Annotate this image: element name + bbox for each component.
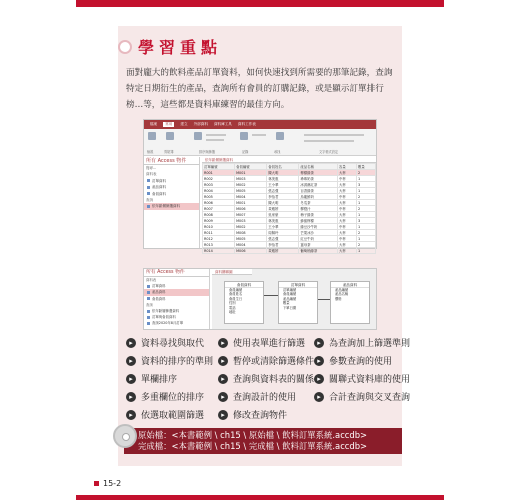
- nav-item-label: 訂單資料: [152, 284, 166, 289]
- table-cell: R014: [203, 248, 235, 254]
- table-cell: 冰淇淋紅茶: [299, 182, 338, 188]
- relationship-canvas: [212, 269, 376, 329]
- table-cell: 珍珠奶茶: [299, 176, 338, 182]
- source-file-path: 原始檔：<本書範例 \ ch15 \ 原始檔 \ 飲料訂單系統.accdb>: [138, 430, 368, 440]
- table-cell: 中杯: [338, 236, 357, 242]
- table-cell: M003: [235, 176, 267, 182]
- table-cell: M006: [235, 248, 267, 254]
- table-box-title: 產品資料: [331, 282, 369, 288]
- ribbon-group-label: 排序與篩選: [199, 150, 215, 154]
- table-cell: 1: [356, 224, 375, 230]
- table-field: 地址: [229, 309, 236, 314]
- table-cell: 林美惠: [267, 218, 299, 224]
- table-cell: 檸檬綠茶: [299, 170, 338, 176]
- page-number: [94, 479, 121, 488]
- table-cell: 1: [356, 188, 375, 194]
- table-icon: [147, 285, 150, 288]
- view-icon: [148, 132, 156, 140]
- records-icon: [240, 132, 248, 140]
- column-header: 數量: [356, 164, 375, 170]
- table-cell: R007: [203, 206, 235, 212]
- table-cell: 大杯: [338, 200, 357, 206]
- table-field: 數量: [283, 301, 290, 306]
- nav-item-label: 產品資料: [152, 290, 166, 295]
- table-cell: M004: [235, 194, 267, 200]
- bullet-text: 關聯式資料庫的使用: [329, 375, 411, 385]
- bullet-text: 依選取範圍篩選: [141, 411, 205, 421]
- access-datasheet-screenshot: [143, 119, 377, 253]
- arrow-right-icon: ▸: [314, 356, 324, 366]
- filter-icon: [194, 132, 202, 140]
- top-accent-bar: [76, 0, 444, 7]
- nav-group-header: 資料表: [146, 172, 157, 177]
- table-cell: 1: [356, 176, 375, 182]
- table-cell: 柳橙汁: [299, 206, 338, 212]
- table-cell: 張志強: [267, 236, 299, 242]
- table-icon: [147, 186, 150, 189]
- table-cell: 紅豆牛奶: [299, 236, 338, 242]
- table-icon: [147, 316, 150, 319]
- table-icon: [147, 291, 150, 294]
- column-header: 會員姓名: [267, 164, 299, 170]
- relationship-line: [318, 299, 330, 300]
- ribbon-tab: 資料庫工具: [213, 122, 232, 126]
- bullet-text: 單欄排序: [141, 375, 178, 385]
- nav-item-label: 查詢2020年8月訂單: [152, 321, 184, 326]
- bullet-text: 資料尋找與取代: [141, 339, 205, 349]
- table-cell: M007: [235, 212, 267, 218]
- nav-item[interactable]: [144, 203, 199, 209]
- table-cell: 王小華: [267, 224, 299, 230]
- table-box-title: 會員資料: [225, 282, 263, 288]
- table-cell: 中杯: [338, 194, 357, 200]
- bottom-accent-bar: [76, 495, 444, 500]
- table-cell: M004: [235, 242, 267, 248]
- ribbon-tab: 建立: [180, 122, 188, 126]
- bullet-text: 參數查詢的使用: [329, 357, 393, 367]
- table-cell: 王小華: [267, 182, 299, 188]
- arrow-right-icon: ▸: [126, 374, 136, 384]
- result-file-path: 完成檔：<本書範例 \ ch15 \ 完成檔 \ 飲料訂單系統.accdb>: [138, 441, 368, 451]
- table-cell: 大杯: [338, 230, 357, 236]
- nav-group-header: 資料表: [146, 278, 157, 282]
- nav-item-label: 會員資料: [152, 191, 166, 196]
- arrow-right-icon: ▸: [218, 392, 228, 402]
- table-field: 訂單編號: [283, 288, 297, 292]
- table-cell: 2: [356, 194, 375, 200]
- table-cell: 大杯: [338, 188, 357, 194]
- nav-item-label: 會員資料: [152, 296, 166, 301]
- table-icon: [147, 297, 150, 300]
- arrow-right-icon: ▸: [126, 356, 136, 366]
- ribbon-tabs: [144, 120, 376, 129]
- table-cell: 芒果冰沙: [299, 230, 338, 236]
- page-number-text: 15-2: [103, 479, 122, 488]
- table-cell: R001: [203, 170, 235, 176]
- bullet-text: 暫停或清除篩選條件: [233, 357, 315, 367]
- nav-item[interactable]: [144, 320, 209, 326]
- table-cell: R013: [203, 242, 235, 248]
- table-cell: R009: [203, 218, 235, 224]
- bullet-item: [126, 336, 204, 349]
- nav-item-label: 訂單資料: [152, 178, 166, 183]
- arrow-right-icon: ▸: [218, 410, 228, 420]
- table-cell: 葡萄柚綠茶: [299, 248, 338, 254]
- bullet-item: [218, 336, 305, 349]
- nav-group-header: 查詢: [146, 197, 153, 202]
- document-tab: 依年齡層篩選資料: [202, 157, 376, 163]
- table-cell: 蜂蜜檸檬: [299, 218, 338, 224]
- table-cell: 中杯: [338, 176, 357, 182]
- relationship-line: [264, 295, 278, 296]
- nav-item-label: 訂單與會員資料: [152, 315, 176, 320]
- table-cell: R012: [203, 236, 235, 242]
- table-icon: [147, 322, 150, 325]
- table-cell: M003: [235, 218, 267, 224]
- arrow-right-icon: ▸: [218, 356, 228, 366]
- table-icon: [147, 310, 150, 313]
- table-cell: 吳家豪: [267, 212, 299, 218]
- table-field: 產品名稱: [335, 292, 349, 297]
- table-cell: 中杯: [338, 224, 357, 230]
- bullet-text: 合計查詢與交叉查詢: [329, 393, 411, 403]
- table-cell: 張志強: [267, 188, 299, 194]
- bullet-item: [314, 390, 410, 403]
- table-cell: 大杯: [338, 212, 357, 218]
- bullet-item: [218, 372, 314, 385]
- table-cell: R011: [203, 230, 235, 236]
- table-cell: R008: [203, 212, 235, 218]
- nav-title: 所有 Access 物件: [144, 269, 209, 277]
- table-cell: 2: [356, 170, 375, 176]
- table-cell: 周佩玲: [267, 230, 299, 236]
- table-box-title: 訂單資料: [279, 282, 317, 288]
- arrow-right-icon: ▸: [126, 392, 136, 402]
- bullet-item: [218, 354, 314, 367]
- table-cell: 1: [356, 236, 375, 242]
- table-cell: 烏龍鮮奶: [299, 194, 338, 200]
- square-icon: [94, 481, 99, 486]
- table-icon: [147, 179, 150, 182]
- table-cell: 大杯: [338, 170, 357, 176]
- arrow-right-icon: ▸: [314, 392, 324, 402]
- table-box: [330, 281, 370, 324]
- bullet-item: [218, 408, 287, 421]
- table-cell: 綠豆沙牛奶: [299, 224, 338, 230]
- table-field: 性別: [229, 301, 236, 306]
- table-cell: R006: [203, 200, 235, 206]
- bullet-text: 多重欄位的排序: [141, 393, 205, 403]
- ribbon-group-label: 檢視: [147, 150, 154, 154]
- ribbon-group-label: 尋找: [274, 150, 281, 154]
- ribbon-group-label: 剪貼簿: [164, 150, 174, 154]
- ribbon-tab: 資料工作表: [237, 122, 256, 126]
- bullet-item: [314, 372, 410, 385]
- bullet-item: [126, 372, 177, 385]
- arrow-right-icon: ▸: [218, 338, 228, 348]
- table-cell: 黃雅婷: [267, 206, 299, 212]
- table-cell: R003: [203, 182, 235, 188]
- table-field: 會員編號: [283, 292, 297, 297]
- table-cell: 李怡君: [267, 194, 299, 200]
- column-header: 訂單編號: [203, 164, 235, 170]
- column-header: 產品名稱: [299, 164, 338, 170]
- table-cell: M002: [235, 224, 267, 230]
- table-cell: 2: [356, 230, 375, 236]
- ribbon-tab: 外部資料: [193, 122, 208, 126]
- ribbon-tab: 常用: [165, 122, 173, 126]
- bullet-item: [126, 390, 204, 403]
- table-cell: 1: [356, 200, 375, 206]
- bullet-text: 修改查詢物件: [233, 411, 288, 421]
- ribbon-tab: 檔案: [150, 122, 158, 126]
- relationship-screenshot: [143, 268, 377, 330]
- table-cell: 黃雅婷: [267, 248, 299, 254]
- bullet-item: [314, 354, 392, 367]
- bullet-text: 查詢設計的使用: [233, 393, 297, 403]
- circle-icon: [118, 40, 132, 54]
- table-cell: M006: [235, 206, 267, 212]
- table-cell: 薑母茶: [299, 242, 338, 248]
- table-field: 會員編號: [229, 288, 243, 292]
- bullet-item: [218, 390, 296, 403]
- navigation-pane: [144, 157, 200, 248]
- table-cell: R010: [203, 224, 235, 230]
- disc-icon: [113, 424, 137, 448]
- arrow-right-icon: ▸: [314, 338, 324, 348]
- find-icon: [276, 132, 284, 140]
- nav-item-label: 依年齡層篩選資料: [152, 308, 180, 313]
- paste-icon: [166, 132, 174, 140]
- table-cell: 陳大明: [267, 170, 299, 176]
- table-field: 產品編號: [335, 288, 349, 292]
- nav-group-header: 搜尋...: [146, 166, 157, 170]
- table-cell: 1: [356, 212, 375, 218]
- table-cell: 梅子綠茶: [299, 212, 338, 218]
- table-cell: M002: [235, 182, 267, 188]
- navigation-pane: [144, 269, 210, 329]
- nav-group-header: 查詢: [146, 302, 153, 307]
- table-cell: 大杯: [338, 242, 357, 248]
- bullet-item: [126, 408, 204, 421]
- table-cell: 陳大明: [267, 200, 299, 206]
- table-cell: 大杯: [338, 182, 357, 188]
- table-cell: 大杯: [338, 218, 357, 224]
- table-icon: [147, 205, 150, 208]
- table-cell: 2: [356, 206, 375, 212]
- heading-text: 學習重點: [138, 38, 223, 57]
- column-header: 會員編號: [235, 164, 267, 170]
- arrow-right-icon: ▸: [314, 374, 324, 384]
- table-row: [203, 248, 376, 254]
- table-cell: M005: [235, 188, 267, 194]
- table-cell: R004: [203, 188, 235, 194]
- arrow-right-icon: ▸: [126, 410, 136, 420]
- table-cell: 中杯: [338, 206, 357, 212]
- table-field: 下單日期: [283, 305, 297, 310]
- section-heading: [118, 35, 222, 58]
- table-cell: 李怡君: [267, 242, 299, 248]
- table-cell: R002: [203, 176, 235, 182]
- table-cell: M008: [235, 230, 267, 236]
- bullet-text: 使用表單進行篩選: [233, 339, 306, 349]
- table-field: 會員生日: [229, 296, 243, 301]
- table-field: 價格: [335, 296, 342, 301]
- table-cell: 2: [356, 242, 375, 248]
- datasheet-grid: [202, 157, 376, 253]
- table-cell: M001: [235, 170, 267, 176]
- table-field: 會員姓名: [229, 292, 243, 297]
- table-cell: M005: [235, 236, 267, 242]
- table-cell: 1: [356, 248, 375, 254]
- table-field: 電話: [229, 305, 236, 310]
- intro-paragraph: 面對龐大的飲料產品訂單資料，如何快速找到所需要的那筆記錄，查詢特定日期衍生的產品，查詢所有會員的訂購記錄，或是顯示訂單排行榜…等，這些都是資料庫練習的最佳方向。: [126, 68, 393, 110]
- bullet-item: [314, 336, 410, 349]
- datasheet-table: [202, 163, 376, 254]
- table-field: 產品編號: [283, 296, 297, 301]
- table-cell: 冬瓜茶: [299, 200, 338, 206]
- table-cell: 3: [356, 218, 375, 224]
- table-box: [224, 281, 264, 324]
- ribbon-toolbar: [144, 129, 376, 156]
- bullet-text: 查詢與資料表的關係: [233, 375, 315, 385]
- document-tab: 資料關聯圖: [212, 269, 252, 275]
- table-icon: [147, 192, 150, 195]
- table-cell: 林美惠: [267, 176, 299, 182]
- table-cell: R005: [203, 194, 235, 200]
- bullet-text: 資料的排序的準則: [141, 357, 214, 367]
- table-box: [278, 281, 318, 324]
- table-cell: 3: [356, 182, 375, 188]
- ribbon-group-label: 記錄: [242, 150, 249, 154]
- arrow-right-icon: ▸: [218, 374, 228, 384]
- ribbon-group-label: 文字格式設定: [319, 150, 339, 154]
- table-cell: 百香綠茶: [299, 188, 338, 194]
- table-cell: 大杯: [338, 248, 357, 254]
- column-header: 容量: [338, 164, 357, 170]
- nav-title: 所有 Access 物件: [144, 157, 199, 165]
- file-path-box: [124, 428, 402, 454]
- bullet-text: 為查詢加上篩選準則: [329, 339, 411, 349]
- nav-item-label: 產品資料: [152, 185, 166, 190]
- bullet-item: [126, 354, 213, 367]
- table-cell: M001: [235, 200, 267, 206]
- arrow-right-icon: ▸: [126, 338, 136, 348]
- nav-item-label: 依年齡層篩選資料: [152, 204, 180, 209]
